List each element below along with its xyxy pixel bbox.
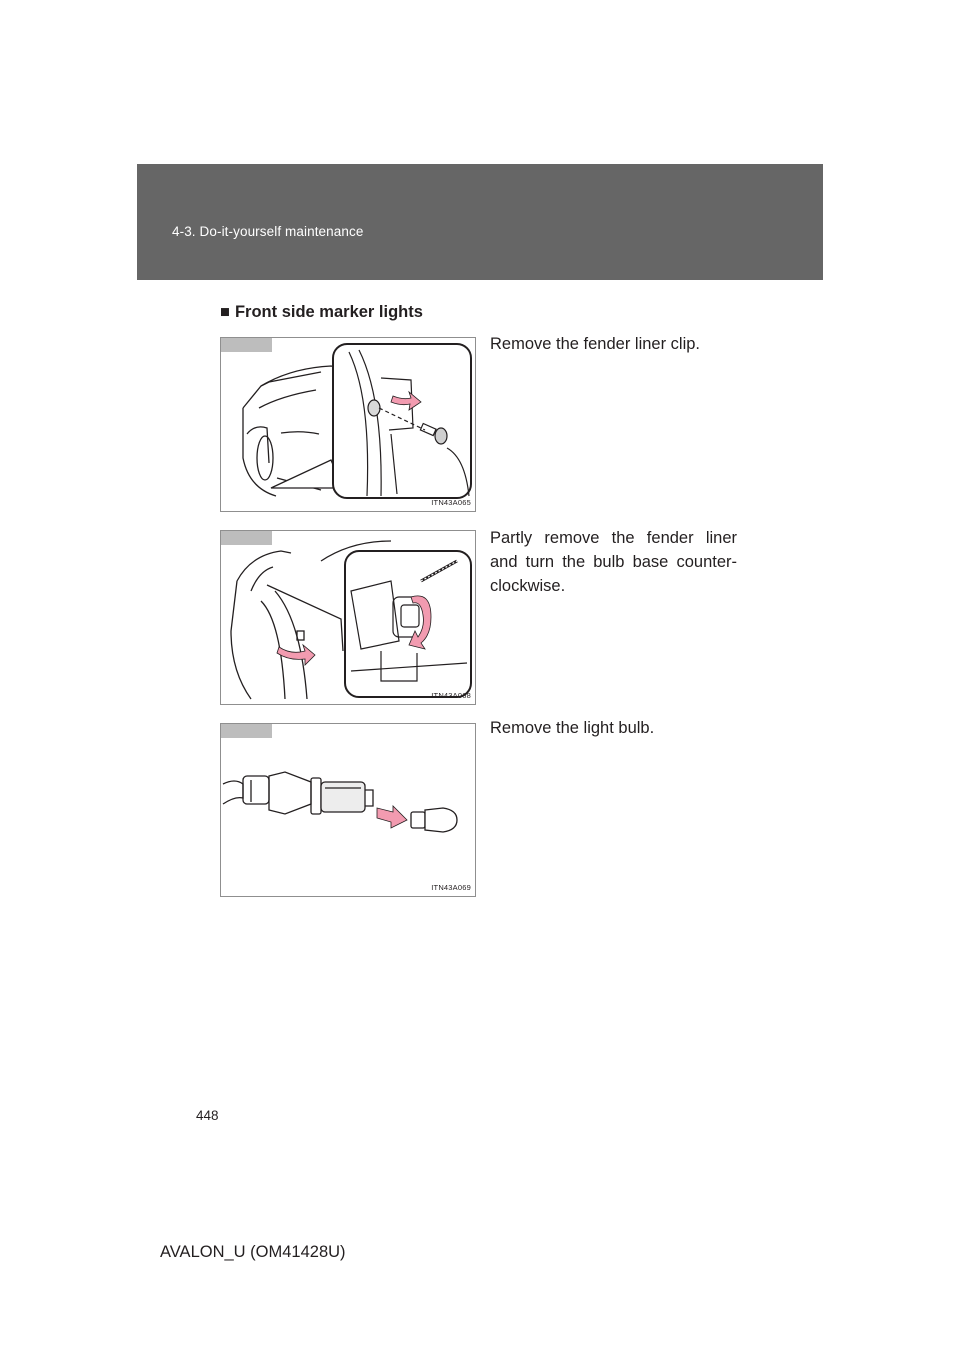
section-title: 4-3. Do-it-yourself maintenance: [172, 224, 364, 239]
subheading-text: Front side marker lights: [234, 303, 423, 321]
step-1-text: Remove the fender liner clip.: [490, 335, 701, 353]
step-2-text: Partly remove the fender liner and turn the bulb base counter-clockwise.: [490, 529, 737, 595]
figure-light-bulb: [220, 723, 476, 897]
step-3-text: Remove the light bulb.: [490, 719, 655, 737]
light-bulb-illustration: [221, 724, 475, 896]
square-bullet-icon: ■: [220, 303, 230, 321]
figure-code: ITN43A069: [431, 883, 471, 892]
page-number: 448: [196, 1108, 219, 1123]
subheading: [220, 303, 423, 322]
footer-model-code: AVALON_U (OM41428U): [160, 1243, 346, 1261]
figure-fender-clip: [220, 337, 476, 512]
bulb-base-illustration: [221, 531, 475, 704]
figure-bulb-base: [220, 530, 476, 705]
figure-code: ITN43A065: [431, 498, 471, 507]
header-band: [137, 164, 823, 280]
figure-code: ITN43A068: [431, 691, 471, 700]
fender-clip-illustration: [221, 338, 475, 511]
